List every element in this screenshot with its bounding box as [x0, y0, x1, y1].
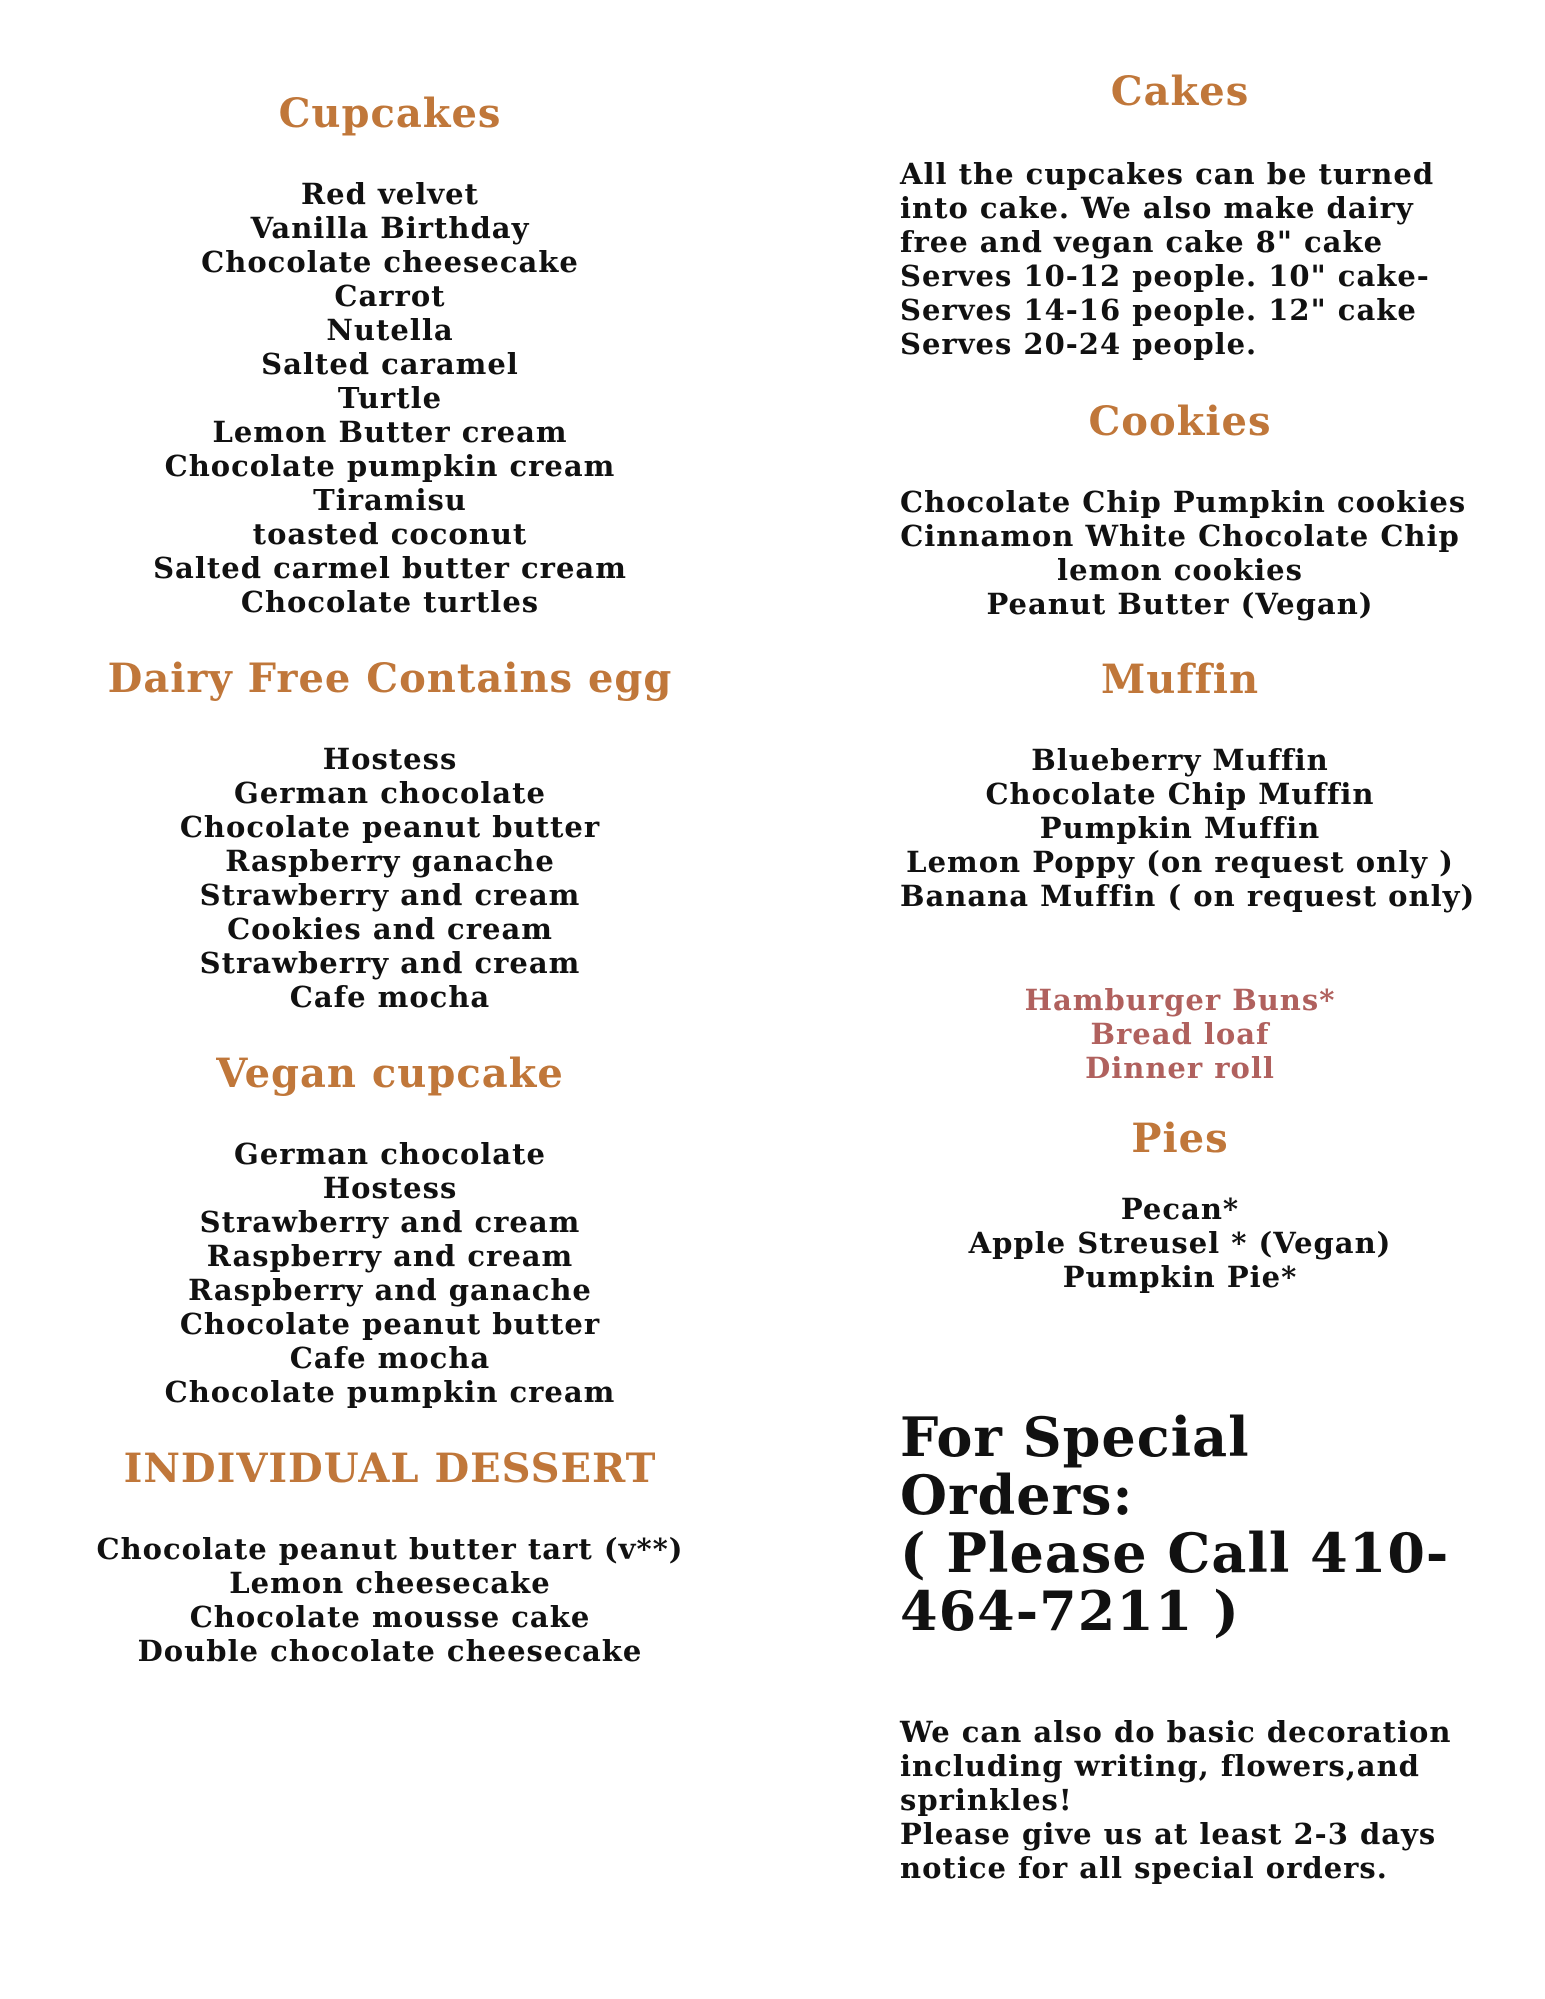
list-item: Salted carmel butter cream [153, 551, 627, 585]
vegan-heading: Vegan cupcake [216, 1050, 564, 1097]
cakes-description [900, 157, 1460, 361]
dairy-free-section [70, 655, 710, 1014]
list-item: Double chocolate cheesecake [137, 1634, 643, 1668]
paragraph-line: free and vegan cake 8" cake [900, 225, 1384, 259]
list-item: Nutella [326, 313, 454, 347]
pies-heading: Pies [1131, 1115, 1229, 1162]
vegan-section [70, 1050, 710, 1409]
list-item: Chocolate pumpkin cream [164, 1375, 616, 1409]
muffin-list [900, 743, 1476, 913]
list-item: Chocolate Chip Muffin [985, 777, 1375, 811]
list-item: German chocolate [234, 1137, 546, 1171]
individual-dessert-list [70, 1532, 710, 1668]
list-item: Chocolate Chip Pumpkin cookies [900, 485, 1467, 519]
list-item: Bread loaf [1090, 1017, 1270, 1051]
special-orders-line: For Special Orders: [900, 1405, 1250, 1527]
phone-line: 464-7211 ) [900, 1579, 1240, 1643]
list-item: Chocolate peanut butter tart (v**) [96, 1532, 684, 1566]
paragraph-line: sprinkles! [900, 1783, 1073, 1817]
paragraph-line: including writing, flowers,and [900, 1749, 1420, 1783]
list-item: lemon cookies [1057, 553, 1303, 587]
cookies-section [900, 398, 1467, 621]
cakes-heading: Cakes [1110, 68, 1250, 115]
list-item: Strawberry and cream [199, 878, 581, 912]
list-item: Banana Muffin ( on request only) [900, 879, 1476, 913]
decoration-section [900, 1715, 1460, 1885]
list-item: toasted coconut [252, 517, 528, 551]
list-item: Pecan* [1120, 1192, 1240, 1226]
paragraph-line: We can also do basic decoration [900, 1715, 1452, 1749]
list-item: Cafe mocha [289, 1341, 491, 1375]
paragraph-line: Serves 20-24 people. [900, 327, 1258, 361]
list-item: Chocolate turtles [240, 585, 540, 619]
list-item: Raspberry and ganache [188, 1273, 592, 1307]
list-item: Apple Streusel * (Vegan) [968, 1226, 1392, 1260]
list-item: Vanilla Birthday [250, 211, 530, 245]
list-item: Hostess [322, 742, 458, 776]
list-item: Peanut Butter (Vegan) [986, 587, 1374, 621]
paragraph-line: Please give us at least 2-3 days [900, 1817, 1437, 1851]
list-item: Cookies and cream [227, 912, 553, 946]
bread-list [900, 983, 1460, 1085]
list-item: Chocolate pumpkin cream [164, 449, 616, 483]
list-item: Chocolate peanut butter [179, 810, 601, 844]
list-item: Hostess [322, 1171, 458, 1205]
list-item: Pumpkin Muffin [1039, 811, 1321, 845]
list-item: Red velvet [301, 177, 479, 211]
dairy-free-list [70, 742, 710, 1014]
paragraph-line: All the cupcakes can be turned [900, 157, 1435, 191]
vegan-list [70, 1137, 710, 1409]
list-item: Cafe mocha [289, 980, 491, 1014]
list-item: Dinner roll [1085, 1051, 1275, 1085]
cookies-heading: Cookies [1088, 398, 1272, 445]
list-item: Blueberry Muffin [1031, 743, 1329, 777]
list-item: Strawberry and cream [199, 946, 581, 980]
paragraph-line: Serves 10-12 people. 10" cake- [900, 259, 1430, 293]
muffin-heading: Muffin [1100, 656, 1260, 703]
list-item: Lemon Butter cream [212, 415, 568, 449]
list-item: Tiramisu [313, 483, 467, 517]
list-item: German chocolate [234, 776, 546, 810]
list-item: Turtle [337, 381, 443, 415]
list-item: Hamburger Buns* [1024, 983, 1336, 1017]
paragraph-line: into cake. We also make dairy [900, 191, 1414, 225]
list-item: Chocolate mousse cake [189, 1600, 591, 1634]
cupcakes-section [70, 90, 710, 619]
phone-line: ( Please Call 410- [900, 1521, 1450, 1585]
list-item: Salted caramel [261, 347, 519, 381]
cupcakes-heading: Cupcakes [278, 90, 502, 137]
muffin-section [900, 656, 1476, 913]
individual-dessert-section [70, 1445, 710, 1668]
list-item: Raspberry ganache [225, 844, 555, 878]
list-item: Cinnamon White Chocolate Chip [900, 519, 1460, 553]
bread-section [900, 983, 1460, 1085]
pies-section [900, 1115, 1460, 1294]
list-item: Carrot [334, 279, 446, 313]
individual-dessert-heading: INDIVIDUAL DESSERT [123, 1445, 657, 1492]
list-item: Chocolate cheesecake [201, 245, 579, 279]
list-item: Strawberry and cream [199, 1205, 581, 1239]
cupcakes-list [70, 177, 710, 619]
cookies-list [900, 485, 1467, 621]
cakes-section [900, 68, 1460, 361]
list-item: Raspberry and cream [206, 1239, 574, 1273]
list-item: Lemon Poppy (on request only ) [906, 845, 1454, 879]
dairy-free-heading: Dairy Free Contains egg [107, 655, 673, 702]
list-item: Chocolate peanut butter [179, 1307, 601, 1341]
list-item: Pumpkin Pie* [1062, 1260, 1298, 1294]
decoration-note [900, 1715, 1460, 1885]
pies-list [900, 1192, 1460, 1294]
special-orders-section [900, 1405, 1500, 1643]
paragraph-line: Serves 14-16 people. 12" cake [900, 293, 1417, 327]
paragraph-line: notice for all special orders. [900, 1851, 1388, 1885]
list-item: Lemon cheesecake [229, 1566, 551, 1600]
